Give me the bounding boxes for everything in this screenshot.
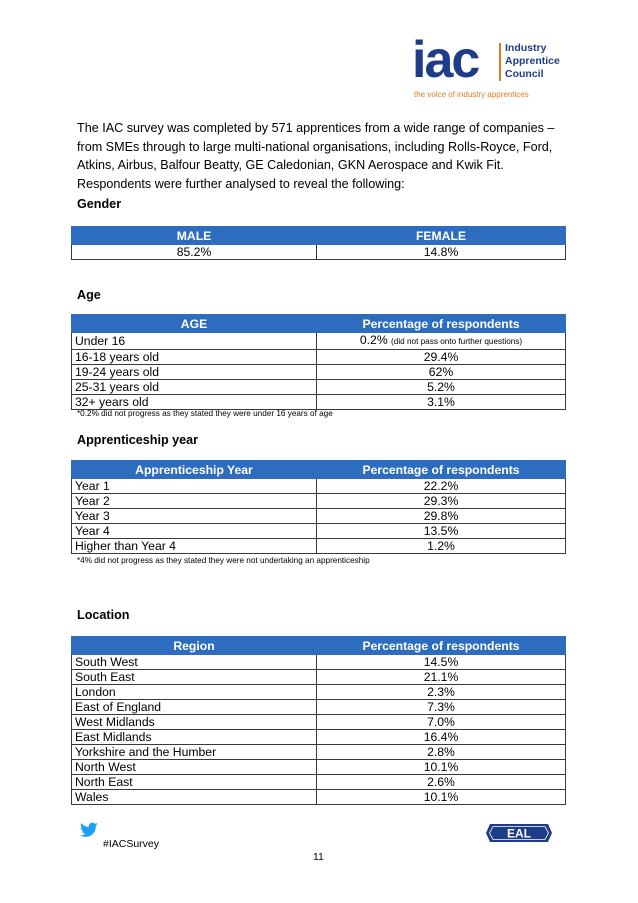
row-label: Year 2 <box>72 494 317 509</box>
gender-heading: Gender <box>77 197 122 211</box>
header-percentage: Percentage of respondents <box>317 315 566 333</box>
header-male: MALE <box>72 227 317 245</box>
header-percentage: Percentage of respondents <box>317 637 566 655</box>
row-value: 7.3% <box>317 700 566 715</box>
row-value: 16.4% <box>317 730 566 745</box>
gender-table <box>71 226 566 260</box>
table-row <box>72 700 566 715</box>
row-value: 0.2% (did not pass onto further questions) <box>317 333 566 350</box>
table-row <box>72 479 566 494</box>
survey-hashtag: #IACSurvey <box>103 838 160 850</box>
iac-logo <box>412 31 572 102</box>
row-value: 14.5% <box>317 655 566 670</box>
table-header-row <box>72 227 566 245</box>
row-label: 16-18 years old <box>72 350 317 365</box>
table-row <box>72 395 566 410</box>
row-value: 62% <box>317 365 566 380</box>
row-label: East Midlands <box>72 730 317 745</box>
header-age: AGE <box>72 315 317 333</box>
row-label: Wales <box>72 790 317 805</box>
row-label: North East <box>72 775 317 790</box>
table-row <box>72 245 566 260</box>
location-heading: Location <box>77 608 130 622</box>
row-label: West Midlands <box>72 715 317 730</box>
header-year: Apprenticeship Year <box>72 461 317 479</box>
header-female: FEMALE <box>317 227 566 245</box>
table-row <box>72 333 566 350</box>
table-row <box>72 790 566 805</box>
row-label: Year 3 <box>72 509 317 524</box>
age-table <box>71 314 566 410</box>
row-value: 7.0% <box>317 715 566 730</box>
row-value: 10.1% <box>317 760 566 775</box>
row-value: 13.5% <box>317 524 566 539</box>
row-label: North West <box>72 760 317 775</box>
row-value: 22.2% <box>317 479 566 494</box>
table-row <box>72 670 566 685</box>
row-value: 29.8% <box>317 509 566 524</box>
row-label: South West <box>72 655 317 670</box>
row-value: 29.3% <box>317 494 566 509</box>
row-label: Year 1 <box>72 479 317 494</box>
table-header-row <box>72 461 566 479</box>
table-row <box>72 715 566 730</box>
iac-logo-tagline: the voice of industry apprentices <box>414 90 529 99</box>
table-row <box>72 775 566 790</box>
header-region: Region <box>72 637 317 655</box>
row-label: Year 4 <box>72 524 317 539</box>
iac-logo-org-name: Industry Apprentice Council <box>505 42 560 80</box>
table-header-row <box>72 637 566 655</box>
table-row <box>72 380 566 395</box>
row-note: (did not pass onto further questions) <box>391 337 523 346</box>
eal-logo <box>484 822 554 844</box>
row-value: 1.2% <box>317 539 566 554</box>
female-value: 14.8% <box>317 245 566 260</box>
table-row <box>72 539 566 554</box>
page-number: 11 <box>313 851 324 863</box>
age-heading: Age <box>77 288 101 302</box>
row-label: East of England <box>72 700 317 715</box>
row-value: 2.8% <box>317 745 566 760</box>
row-label: London <box>72 685 317 700</box>
intro-paragraph: The IAC survey was completed by 571 apprentices from a wide range of companies – from SMEs through to large multi-national organisations, including Rolls-Royce, Ford, Atkins, Airbus, Balfour Beatty, GE Caledonian, GKN Aerospace and Kwik Fit. Respondents were further analysed to reveal the following: <box>77 121 555 191</box>
table-row <box>72 365 566 380</box>
table-row <box>72 494 566 509</box>
logo-divider <box>499 43 501 81</box>
row-label: 25-31 years old <box>72 380 317 395</box>
table-header-row <box>72 315 566 333</box>
year-footnote: *4% did not progress as they stated they were not undertaking an apprenticeship <box>77 556 370 565</box>
row-label: 32+ years old <box>72 395 317 410</box>
table-row <box>72 685 566 700</box>
row-value: 3.1% <box>317 395 566 410</box>
row-value: 21.1% <box>317 670 566 685</box>
eal-logo-text: EAL <box>507 826 531 841</box>
age-footnote: *0.2% did not progress as they stated they were under 16 years of age <box>77 409 333 418</box>
row-value: 29.4% <box>317 350 566 365</box>
table-row <box>72 730 566 745</box>
row-label: Higher than Year 4 <box>72 539 317 554</box>
iac-logo-letters: iac <box>412 31 479 89</box>
row-label: Under 16 <box>72 333 317 350</box>
row-label: Yorkshire and the Humber <box>72 745 317 760</box>
location-table <box>71 636 566 805</box>
apprenticeship-year-table <box>71 460 566 554</box>
header-percentage: Percentage of respondents <box>317 461 566 479</box>
row-label: 19-24 years old <box>72 365 317 380</box>
row-value: 2.3% <box>317 685 566 700</box>
table-row <box>72 760 566 775</box>
row-value: 5.2% <box>317 380 566 395</box>
table-row <box>72 655 566 670</box>
table-row <box>72 350 566 365</box>
row-value: 10.1% <box>317 790 566 805</box>
male-value: 85.2% <box>72 245 317 260</box>
row-label: South East <box>72 670 317 685</box>
table-row <box>72 509 566 524</box>
year-heading: Apprenticeship year <box>77 433 199 447</box>
table-row <box>72 524 566 539</box>
row-value: 2.6% <box>317 775 566 790</box>
twitter-bird-icon <box>80 822 98 838</box>
table-row <box>72 745 566 760</box>
